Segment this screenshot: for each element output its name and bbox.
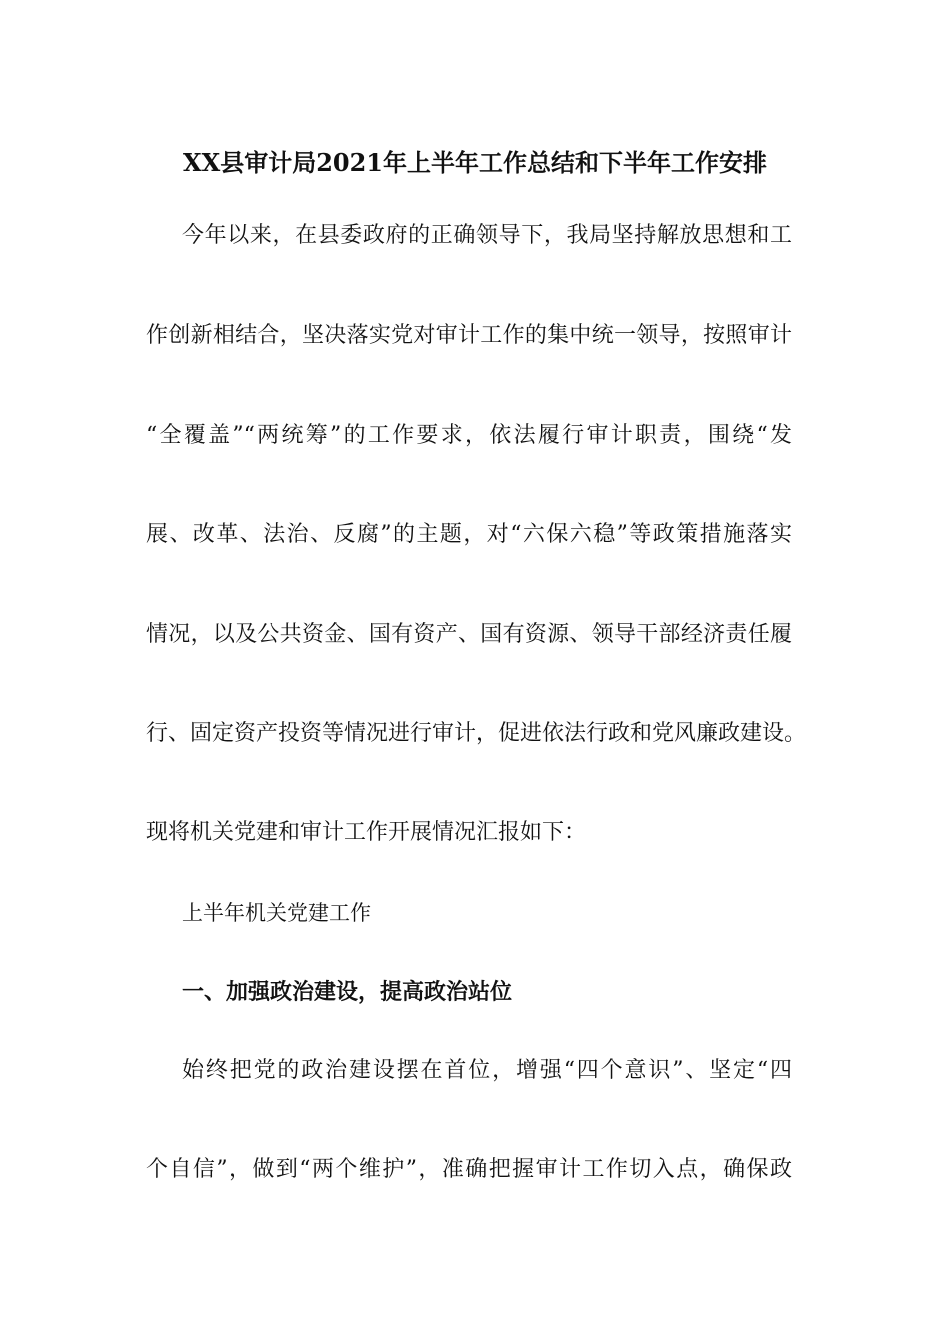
paragraph-line: 展、改革、法治、反腐”的主题，对“六保六稳”等政策措施落实 [146,522,792,547]
subsection-heading: 一、加强政治建设，提高政治站位 [182,979,513,1005]
paragraph-line: 个自信”，做到“两个维护”，准确把握审计工作切入点，确保政 [146,1157,792,1182]
paragraph-line: 今年以来，在县委政府的正确领导下，我局坚持解放思想和工 [182,223,792,248]
paragraph-line: 现将机关党建和审计工作开展情况汇报如下： [146,820,587,845]
section-heading: 上半年机关党建工作 [182,901,371,925]
paragraph-line: 行、固定资产投资等情况进行审计，促进依法行政和党风廉政建设。 [146,721,807,746]
paragraph-line: 情况，以及公共资金、国有资产、国有资源、领导干部经济责任履 [146,622,792,647]
paragraph-line: 作创新相结合，坚决落实党对审计工作的集中统一领导，按照审计 [146,323,792,348]
document-title: XX县审计局2021年上半年工作总结和下半年工作安排 [182,148,768,177]
paragraph-line: “全覆盖”“两统筹”的工作要求，依法履行审计职责，围绕“发 [146,423,792,448]
paragraph-line: 始终把党的政治建设摆在首位，增强“四个意识”、坚定“四 [182,1058,792,1083]
